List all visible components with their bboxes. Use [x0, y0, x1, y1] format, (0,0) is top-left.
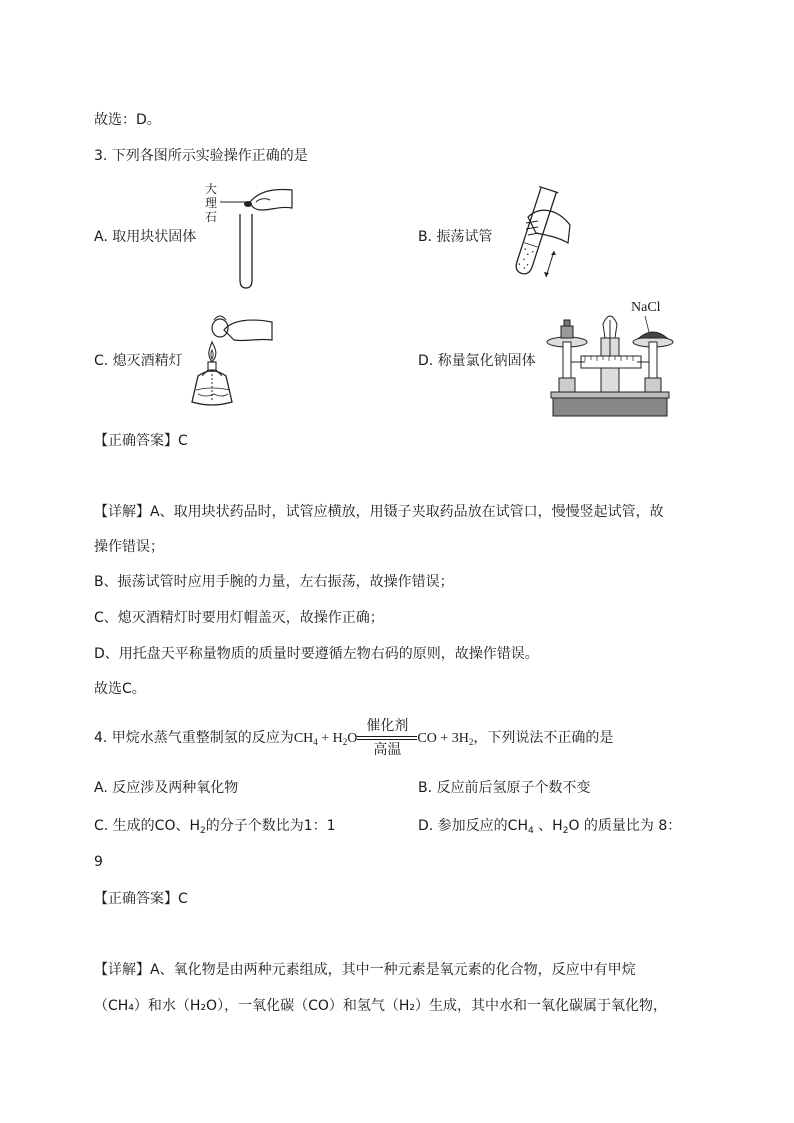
- q3-conclusion: 故选C。: [94, 681, 146, 697]
- q4-option-c: [94, 816, 336, 838]
- eq-catalyst: 催化剂: [366, 718, 409, 734]
- q4-option-c-pre: C. 生成的CO、H: [94, 818, 200, 834]
- q4-option-d-mid: 、H: [533, 818, 563, 834]
- q4-option-c-sub: 2: [200, 826, 206, 836]
- eq-h-sub: 2: [342, 737, 348, 747]
- reaction-condition: [357, 718, 417, 758]
- q3-stem: 3. 下列各图所示实验操作正确的是: [94, 148, 308, 164]
- equation-products: [417, 731, 473, 746]
- q3-detail-2: B、振荡试管时应用手腕的力量，左右振荡，故操作错误；: [94, 574, 454, 590]
- q3-option-c: C. 熄灭酒精灯: [94, 353, 183, 369]
- fig-a-label-3: 石: [205, 210, 218, 224]
- q4-option-c-post: 的分子个数比为1：1: [205, 818, 336, 834]
- q4-option-d-pre: D. 参加反应的CH: [418, 818, 528, 834]
- eq-condition: 高温: [373, 742, 402, 758]
- fig-a-label-1: 大: [205, 182, 218, 196]
- q3-option-b: B. 振荡试管: [418, 229, 493, 245]
- q4-answer: 【正确答案】C: [94, 891, 188, 907]
- q4-option-d-post: O 的质量比为 8：: [568, 818, 682, 834]
- q4-option-d-sub: 4: [527, 826, 534, 836]
- eq-equals-bar: [357, 736, 417, 740]
- figure-balance-icon: [545, 298, 675, 418]
- q4-option-b: B. 反应前后氢原子个数不变: [418, 780, 591, 796]
- eq-o: O: [347, 731, 358, 746]
- q3-detail-3: C、熄灭酒精灯时要用灯帽盖灭，故操作正确；: [94, 610, 384, 626]
- q4-stem-post: ，下列说法不正确的是: [473, 730, 614, 746]
- q2-conclusion: 故选：D。: [94, 112, 161, 128]
- q4-option-d-sub2: 2: [562, 826, 569, 836]
- q4-stem-pre: 4. 甲烷水蒸气重整制氢的反应为: [94, 730, 294, 746]
- q3-detail-1: 【详解】A、取用块状药品时，试管应横放，用镊子夹取药品放在试管口，慢慢竖起试管，故: [94, 504, 664, 520]
- q4-detail-2: （CH₄）和水（H₂O），一氧化碳（CO）和氢气（H₂）生成，其中水和一氧化碳属于氧化物，: [94, 998, 668, 1014]
- q3-option-d: D. 称量氯化钠固体: [418, 353, 536, 369]
- fig-a-label-2: 理: [205, 196, 218, 210]
- eq-plus-h: + H: [317, 731, 343, 746]
- eq-h2-sub: 2: [468, 737, 474, 747]
- q4-option-d-wrap: 9: [94, 854, 103, 870]
- q3-detail-1b: 操作错误；: [94, 539, 164, 555]
- q4-option-d: [418, 816, 681, 838]
- q3-option-a: A. 取用块状固体: [94, 229, 197, 245]
- q3-answer: 【正确答案】C: [94, 433, 188, 449]
- equation-ch4: [294, 731, 358, 746]
- eq-ch: CH: [293, 731, 314, 746]
- figure-take-solid-icon: [200, 180, 300, 292]
- fig-d-nacl-label: NaCl: [631, 300, 661, 315]
- figure-shake-tube-icon: [498, 185, 578, 283]
- q4-stem: [94, 712, 613, 764]
- eq-co: CO + 3H: [417, 731, 469, 746]
- eq-ch-sub: 4: [313, 737, 318, 747]
- q4-option-a: A. 反应涉及两种氧化物: [94, 780, 239, 796]
- figure-alcohol-lamp-icon: [184, 310, 274, 410]
- q3-detail-4: D、用托盘天平称量物质的质量时要遵循左物右码的原则，故操作错误。: [94, 646, 539, 662]
- q4-detail-1: 【详解】A、氧化物是由两种元素组成，其中一种元素是氧元素的化合物，反应中有甲烷: [94, 962, 636, 978]
